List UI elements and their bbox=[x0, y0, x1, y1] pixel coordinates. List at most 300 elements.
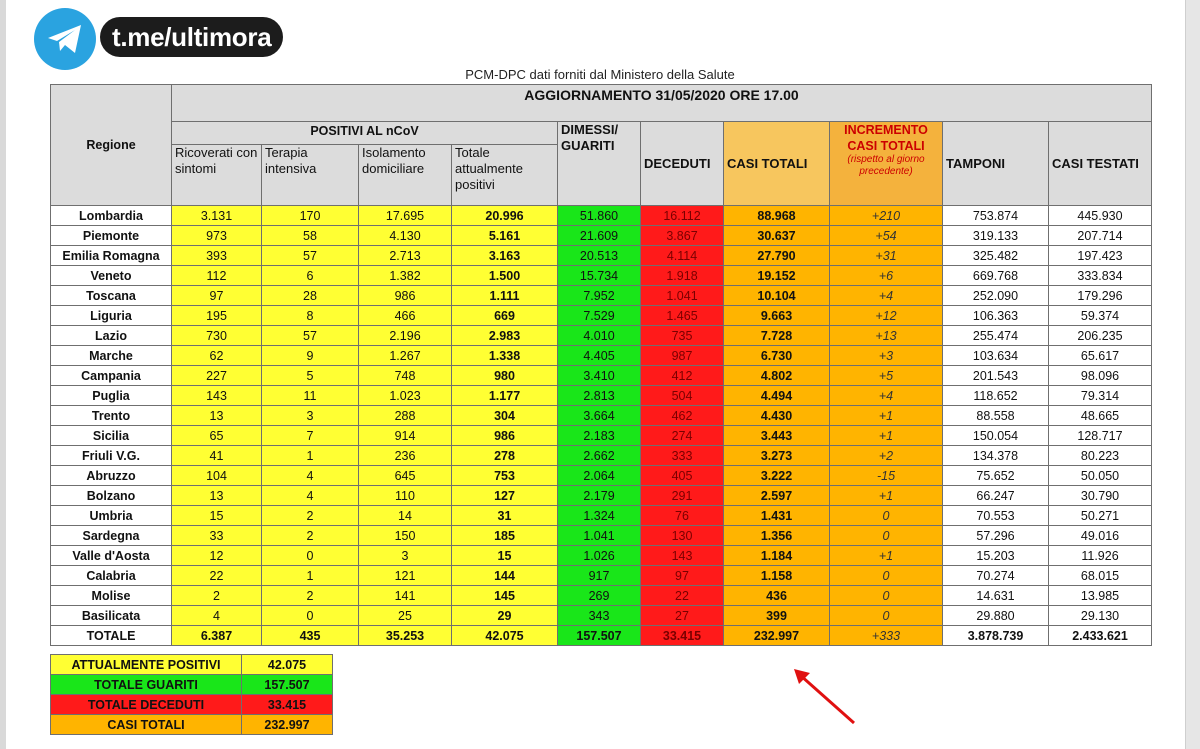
cell-region: Puglia bbox=[51, 386, 172, 406]
cell-dimessi: 2.662 bbox=[558, 446, 641, 466]
cell-casi-totali: 6.730 bbox=[724, 346, 830, 366]
cell-isolamento: 25 bbox=[359, 606, 452, 626]
summary-value: 232.997 bbox=[242, 715, 333, 735]
total-row bbox=[51, 626, 1152, 646]
cell-casi-testati: 30.790 bbox=[1049, 486, 1152, 506]
cell-ricoverati: 104 bbox=[172, 466, 262, 486]
cell-incremento: +1 bbox=[830, 406, 943, 426]
cell-casi-totali: 88.968 bbox=[724, 206, 830, 226]
cell-casi-totali: 30.637 bbox=[724, 226, 830, 246]
cell-totale-positivi: 1.177 bbox=[452, 386, 558, 406]
cell-casi-totali: 4.802 bbox=[724, 366, 830, 386]
cell-ricoverati: 2 bbox=[172, 586, 262, 606]
summary-label: TOTALE DECEDUTI bbox=[51, 695, 242, 715]
cell-terapia: 435 bbox=[262, 626, 359, 646]
cell-ricoverati: 33 bbox=[172, 526, 262, 546]
cell-ricoverati: 15 bbox=[172, 506, 262, 526]
cell-tamponi: 70.274 bbox=[943, 566, 1049, 586]
cell-casi-totali: 3.222 bbox=[724, 466, 830, 486]
cell-casi-totali: 2.597 bbox=[724, 486, 830, 506]
cell-dimessi: 21.609 bbox=[558, 226, 641, 246]
cell-isolamento: 3 bbox=[359, 546, 452, 566]
cell-tamponi: 134.378 bbox=[943, 446, 1049, 466]
table-row bbox=[51, 326, 1152, 346]
cell-terapia: 5 bbox=[262, 366, 359, 386]
cell-incremento: +2 bbox=[830, 446, 943, 466]
header-isolamento: Isolamento domiciliare bbox=[359, 145, 452, 206]
summary-table bbox=[50, 654, 333, 735]
cell-region: Molise bbox=[51, 586, 172, 606]
cell-casi-totali: 399 bbox=[724, 606, 830, 626]
cell-casi-totali: 3.443 bbox=[724, 426, 830, 446]
cell-totale-positivi: 145 bbox=[452, 586, 558, 606]
cell-tamponi: 66.247 bbox=[943, 486, 1049, 506]
cell-isolamento: 466 bbox=[359, 306, 452, 326]
cell-ricoverati: 227 bbox=[172, 366, 262, 386]
cell-tamponi: 3.878.739 bbox=[943, 626, 1049, 646]
cell-casi-testati: 65.617 bbox=[1049, 346, 1152, 366]
table-row bbox=[51, 566, 1152, 586]
cell-casi-totali: 7.728 bbox=[724, 326, 830, 346]
cell-ricoverati: 973 bbox=[172, 226, 262, 246]
cell-totale-positivi: 31 bbox=[452, 506, 558, 526]
cell-isolamento: 986 bbox=[359, 286, 452, 306]
cell-deceduti: 27 bbox=[641, 606, 724, 626]
cell-casi-testati: 79.314 bbox=[1049, 386, 1152, 406]
cell-deceduti: 3.867 bbox=[641, 226, 724, 246]
cell-deceduti: 1.465 bbox=[641, 306, 724, 326]
cell-incremento: +54 bbox=[830, 226, 943, 246]
cell-deceduti: 16.112 bbox=[641, 206, 724, 226]
cell-totale-positivi: 127 bbox=[452, 486, 558, 506]
cell-deceduti: 405 bbox=[641, 466, 724, 486]
cell-casi-testati: 29.130 bbox=[1049, 606, 1152, 626]
table-row bbox=[51, 506, 1152, 526]
cell-isolamento: 1.382 bbox=[359, 266, 452, 286]
cell-ricoverati: 4 bbox=[172, 606, 262, 626]
cell-terapia: 9 bbox=[262, 346, 359, 366]
table-row bbox=[51, 526, 1152, 546]
table-row bbox=[51, 426, 1152, 446]
cell-totale-positivi: 1.111 bbox=[452, 286, 558, 306]
header-ricoverati: Ricoverati con sintomi bbox=[172, 145, 262, 206]
cell-casi-testati: 50.050 bbox=[1049, 466, 1152, 486]
cell-region: Abruzzo bbox=[51, 466, 172, 486]
cell-tamponi: 319.133 bbox=[943, 226, 1049, 246]
cell-incremento: +13 bbox=[830, 326, 943, 346]
cell-casi-testati: 13.985 bbox=[1049, 586, 1152, 606]
table-row bbox=[51, 466, 1152, 486]
cell-deceduti: 97 bbox=[641, 566, 724, 586]
cell-casi-totali: 19.152 bbox=[724, 266, 830, 286]
cell-deceduti: 333 bbox=[641, 446, 724, 466]
cell-casi-testati: 207.714 bbox=[1049, 226, 1152, 246]
cell-casi-totali: 3.273 bbox=[724, 446, 830, 466]
cell-casi-testati: 48.665 bbox=[1049, 406, 1152, 426]
cell-casi-testati: 179.296 bbox=[1049, 286, 1152, 306]
cell-isolamento: 645 bbox=[359, 466, 452, 486]
cell-incremento: 0 bbox=[830, 506, 943, 526]
cell-totale-positivi: 986 bbox=[452, 426, 558, 446]
cell-tamponi: 753.874 bbox=[943, 206, 1049, 226]
cell-terapia: 1 bbox=[262, 566, 359, 586]
table-row bbox=[51, 386, 1152, 406]
table-row bbox=[51, 446, 1152, 466]
cell-incremento: +12 bbox=[830, 306, 943, 326]
cell-deceduti: 1.918 bbox=[641, 266, 724, 286]
header-incremento-label: INCREMENTO CASI TOTALI bbox=[844, 123, 928, 153]
cell-incremento: -15 bbox=[830, 466, 943, 486]
cell-terapia: 8 bbox=[262, 306, 359, 326]
cell-tamponi: 669.768 bbox=[943, 266, 1049, 286]
cell-totale-positivi: 5.161 bbox=[452, 226, 558, 246]
cell-region: Trento bbox=[51, 406, 172, 426]
cell-casi-testati: 98.096 bbox=[1049, 366, 1152, 386]
header-casi-testati: CASI TESTATI bbox=[1049, 122, 1152, 206]
cell-casi-testati: 50.271 bbox=[1049, 506, 1152, 526]
cell-terapia: 57 bbox=[262, 326, 359, 346]
cell-totale-positivi: 1.338 bbox=[452, 346, 558, 366]
cell-totale-positivi: 20.996 bbox=[452, 206, 558, 226]
cell-isolamento: 1.267 bbox=[359, 346, 452, 366]
table-row bbox=[51, 246, 1152, 266]
brand-name: t.me/ultimora bbox=[100, 17, 283, 57]
table-row bbox=[51, 406, 1152, 426]
cell-incremento: +4 bbox=[830, 386, 943, 406]
cell-tamponi: 150.054 bbox=[943, 426, 1049, 446]
cell-dimessi: 7.529 bbox=[558, 306, 641, 326]
summary-value: 33.415 bbox=[242, 695, 333, 715]
cell-deceduti: 291 bbox=[641, 486, 724, 506]
cell-region: Lazio bbox=[51, 326, 172, 346]
header-terapia: Terapia intensiva bbox=[262, 145, 359, 206]
cell-incremento: +6 bbox=[830, 266, 943, 286]
summary-row bbox=[51, 695, 333, 715]
header-positivi: POSITIVI AL nCoV bbox=[172, 122, 558, 145]
cell-totale-positivi: 3.163 bbox=[452, 246, 558, 266]
cell-totale-positivi: 980 bbox=[452, 366, 558, 386]
table-row bbox=[51, 266, 1152, 286]
telegram-icon bbox=[34, 8, 96, 70]
cell-casi-testati: 197.423 bbox=[1049, 246, 1152, 266]
cell-deceduti: 33.415 bbox=[641, 626, 724, 646]
cell-isolamento: 110 bbox=[359, 486, 452, 506]
cell-casi-totali: 4.430 bbox=[724, 406, 830, 426]
cell-deceduti: 1.041 bbox=[641, 286, 724, 306]
cell-casi-totali: 4.494 bbox=[724, 386, 830, 406]
cell-ricoverati: 3.131 bbox=[172, 206, 262, 226]
cell-totale-positivi: 304 bbox=[452, 406, 558, 426]
cell-tamponi: 57.296 bbox=[943, 526, 1049, 546]
cell-casi-totali: 9.663 bbox=[724, 306, 830, 326]
table-row bbox=[51, 306, 1152, 326]
cell-ricoverati: 13 bbox=[172, 486, 262, 506]
summary-label: CASI TOTALI bbox=[51, 715, 242, 735]
cell-deceduti: 76 bbox=[641, 506, 724, 526]
cell-ricoverati: 112 bbox=[172, 266, 262, 286]
scrollbar-track[interactable] bbox=[1185, 0, 1200, 749]
cell-region: Calabria bbox=[51, 566, 172, 586]
cell-totale-positivi: 185 bbox=[452, 526, 558, 546]
summary-label: TOTALE GUARITI bbox=[51, 675, 242, 695]
cell-incremento: +1 bbox=[830, 546, 943, 566]
cell-casi-testati: 2.433.621 bbox=[1049, 626, 1152, 646]
cell-totale-positivi: 2.983 bbox=[452, 326, 558, 346]
cell-casi-testati: 59.374 bbox=[1049, 306, 1152, 326]
cell-terapia: 28 bbox=[262, 286, 359, 306]
table-row bbox=[51, 546, 1152, 566]
cell-dimessi: 4.405 bbox=[558, 346, 641, 366]
header-dimessi: DIMESSI/ GUARITI bbox=[558, 122, 641, 206]
cell-incremento: +1 bbox=[830, 486, 943, 506]
cell-region: Friuli V.G. bbox=[51, 446, 172, 466]
cell-dimessi: 20.513 bbox=[558, 246, 641, 266]
cell-terapia: 4 bbox=[262, 486, 359, 506]
cell-casi-totali: 1.158 bbox=[724, 566, 830, 586]
table-row bbox=[51, 286, 1152, 306]
cell-terapia: 3 bbox=[262, 406, 359, 426]
cell-tamponi: 103.634 bbox=[943, 346, 1049, 366]
cell-dimessi: 1.324 bbox=[558, 506, 641, 526]
cell-casi-testati: 445.930 bbox=[1049, 206, 1152, 226]
cell-tamponi: 14.631 bbox=[943, 586, 1049, 606]
cell-casi-testati: 11.926 bbox=[1049, 546, 1152, 566]
cell-region: Umbria bbox=[51, 506, 172, 526]
summary-row bbox=[51, 675, 333, 695]
cell-terapia: 2 bbox=[262, 526, 359, 546]
cell-totale-positivi: 669 bbox=[452, 306, 558, 326]
cell-terapia: 58 bbox=[262, 226, 359, 246]
cell-ricoverati: 393 bbox=[172, 246, 262, 266]
cell-ricoverati: 730 bbox=[172, 326, 262, 346]
cell-terapia: 0 bbox=[262, 606, 359, 626]
cell-dimessi: 1.026 bbox=[558, 546, 641, 566]
cell-tamponi: 252.090 bbox=[943, 286, 1049, 306]
cell-isolamento: 150 bbox=[359, 526, 452, 546]
cell-region: Bolzano bbox=[51, 486, 172, 506]
cell-terapia: 2 bbox=[262, 586, 359, 606]
cell-casi-testati: 49.016 bbox=[1049, 526, 1152, 546]
table-row bbox=[51, 606, 1152, 626]
cell-ricoverati: 6.387 bbox=[172, 626, 262, 646]
table-row bbox=[51, 486, 1152, 506]
cell-dimessi: 2.183 bbox=[558, 426, 641, 446]
cell-deceduti: 462 bbox=[641, 406, 724, 426]
cell-casi-totali: 1.431 bbox=[724, 506, 830, 526]
cell-isolamento: 1.023 bbox=[359, 386, 452, 406]
cell-totale-positivi: 15 bbox=[452, 546, 558, 566]
cell-region: Basilicata bbox=[51, 606, 172, 626]
cell-ricoverati: 143 bbox=[172, 386, 262, 406]
cell-incremento: 0 bbox=[830, 606, 943, 626]
cell-totale-positivi: 753 bbox=[452, 466, 558, 486]
cell-isolamento: 748 bbox=[359, 366, 452, 386]
cell-terapia: 11 bbox=[262, 386, 359, 406]
source-caption: PCM-DPC dati forniti dal Ministero della Salute bbox=[465, 67, 735, 82]
cell-incremento: 0 bbox=[830, 526, 943, 546]
cell-dimessi: 3.664 bbox=[558, 406, 641, 426]
cell-incremento: +5 bbox=[830, 366, 943, 386]
cell-deceduti: 504 bbox=[641, 386, 724, 406]
cell-tamponi: 29.880 bbox=[943, 606, 1049, 626]
header-casi-totali: CASI TOTALI bbox=[724, 122, 830, 206]
cell-isolamento: 141 bbox=[359, 586, 452, 606]
cell-dimessi: 7.952 bbox=[558, 286, 641, 306]
cell-region: Marche bbox=[51, 346, 172, 366]
header-incremento-note: (rispetto al giorno precedente) bbox=[847, 154, 925, 177]
header-incremento bbox=[830, 122, 943, 206]
cell-terapia: 7 bbox=[262, 426, 359, 446]
cell-dimessi: 269 bbox=[558, 586, 641, 606]
cell-tamponi: 106.363 bbox=[943, 306, 1049, 326]
cell-region: Veneto bbox=[51, 266, 172, 286]
cell-incremento: +333 bbox=[830, 626, 943, 646]
cell-deceduti: 4.114 bbox=[641, 246, 724, 266]
update-title: AGGIORNAMENTO 31/05/2020 ORE 17.00 bbox=[172, 85, 1152, 122]
cell-isolamento: 914 bbox=[359, 426, 452, 446]
cell-region: Sicilia bbox=[51, 426, 172, 446]
cell-tamponi: 88.558 bbox=[943, 406, 1049, 426]
cell-incremento: +210 bbox=[830, 206, 943, 226]
cell-dimessi: 15.734 bbox=[558, 266, 641, 286]
cell-casi-totali: 27.790 bbox=[724, 246, 830, 266]
cell-dimessi: 343 bbox=[558, 606, 641, 626]
cell-isolamento: 14 bbox=[359, 506, 452, 526]
cell-dimessi: 1.041 bbox=[558, 526, 641, 546]
cell-terapia: 0 bbox=[262, 546, 359, 566]
summary-label: ATTUALMENTE POSITIVI bbox=[51, 655, 242, 675]
header-totale-positivi: Totale attualmente positivi bbox=[452, 145, 558, 206]
cell-terapia: 170 bbox=[262, 206, 359, 226]
cell-ricoverati: 41 bbox=[172, 446, 262, 466]
cell-dimessi: 157.507 bbox=[558, 626, 641, 646]
cell-region: Sardegna bbox=[51, 526, 172, 546]
header-tamponi: TAMPONI bbox=[943, 122, 1049, 206]
cell-casi-testati: 80.223 bbox=[1049, 446, 1152, 466]
cell-isolamento: 2.196 bbox=[359, 326, 452, 346]
cell-totale-positivi: 42.075 bbox=[452, 626, 558, 646]
cell-region: Valle d'Aosta bbox=[51, 546, 172, 566]
cell-incremento: +4 bbox=[830, 286, 943, 306]
cell-deceduti: 412 bbox=[641, 366, 724, 386]
cell-ricoverati: 62 bbox=[172, 346, 262, 366]
table-row bbox=[51, 586, 1152, 606]
summary-row bbox=[51, 655, 333, 675]
cell-casi-testati: 128.717 bbox=[1049, 426, 1152, 446]
cell-terapia: 6 bbox=[262, 266, 359, 286]
cell-ricoverati: 12 bbox=[172, 546, 262, 566]
cell-casi-testati: 68.015 bbox=[1049, 566, 1152, 586]
cell-isolamento: 121 bbox=[359, 566, 452, 586]
cell-isolamento: 35.253 bbox=[359, 626, 452, 646]
cell-incremento: 0 bbox=[830, 566, 943, 586]
cell-incremento: +31 bbox=[830, 246, 943, 266]
cell-deceduti: 735 bbox=[641, 326, 724, 346]
cell-dimessi: 2.179 bbox=[558, 486, 641, 506]
cell-region: Piemonte bbox=[51, 226, 172, 246]
cell-region: TOTALE bbox=[51, 626, 172, 646]
cell-terapia: 1 bbox=[262, 446, 359, 466]
cell-deceduti: 130 bbox=[641, 526, 724, 546]
cell-casi-testati: 206.235 bbox=[1049, 326, 1152, 346]
cell-ricoverati: 65 bbox=[172, 426, 262, 446]
cell-isolamento: 288 bbox=[359, 406, 452, 426]
table-row bbox=[51, 366, 1152, 386]
cell-incremento: 0 bbox=[830, 586, 943, 606]
cell-tamponi: 201.543 bbox=[943, 366, 1049, 386]
cell-dimessi: 4.010 bbox=[558, 326, 641, 346]
cell-casi-totali: 1.356 bbox=[724, 526, 830, 546]
cell-ricoverati: 13 bbox=[172, 406, 262, 426]
cell-casi-testati: 333.834 bbox=[1049, 266, 1152, 286]
cell-terapia: 57 bbox=[262, 246, 359, 266]
cell-terapia: 2 bbox=[262, 506, 359, 526]
cell-dimessi: 51.860 bbox=[558, 206, 641, 226]
cell-totale-positivi: 29 bbox=[452, 606, 558, 626]
cell-incremento: +1 bbox=[830, 426, 943, 446]
cell-tamponi: 325.482 bbox=[943, 246, 1049, 266]
cell-isolamento: 236 bbox=[359, 446, 452, 466]
cell-ricoverati: 22 bbox=[172, 566, 262, 586]
cell-region: Toscana bbox=[51, 286, 172, 306]
brand-logo[interactable] bbox=[34, 6, 294, 66]
cell-deceduti: 987 bbox=[641, 346, 724, 366]
summary-value: 157.507 bbox=[242, 675, 333, 695]
covid-regions-table bbox=[50, 84, 1152, 646]
cell-deceduti: 274 bbox=[641, 426, 724, 446]
cell-tamponi: 118.652 bbox=[943, 386, 1049, 406]
cell-totale-positivi: 1.500 bbox=[452, 266, 558, 286]
left-border bbox=[0, 0, 6, 749]
cell-ricoverati: 195 bbox=[172, 306, 262, 326]
cell-region: Liguria bbox=[51, 306, 172, 326]
cell-ricoverati: 97 bbox=[172, 286, 262, 306]
cell-dimessi: 917 bbox=[558, 566, 641, 586]
table-row bbox=[51, 346, 1152, 366]
cell-isolamento: 17.695 bbox=[359, 206, 452, 226]
cell-casi-totali: 232.997 bbox=[724, 626, 830, 646]
red-arrow-icon bbox=[790, 665, 860, 729]
cell-dimessi: 2.064 bbox=[558, 466, 641, 486]
table-row bbox=[51, 226, 1152, 246]
cell-region: Lombardia bbox=[51, 206, 172, 226]
cell-casi-totali: 436 bbox=[724, 586, 830, 606]
cell-deceduti: 143 bbox=[641, 546, 724, 566]
cell-casi-totali: 10.104 bbox=[724, 286, 830, 306]
cell-region: Emilia Romagna bbox=[51, 246, 172, 266]
cell-region: Campania bbox=[51, 366, 172, 386]
cell-dimessi: 2.813 bbox=[558, 386, 641, 406]
summary-row bbox=[51, 715, 333, 735]
summary-value: 42.075 bbox=[242, 655, 333, 675]
table-row bbox=[51, 206, 1152, 226]
cell-isolamento: 4.130 bbox=[359, 226, 452, 246]
cell-incremento: +3 bbox=[830, 346, 943, 366]
header-deceduti: DECEDUTI bbox=[641, 122, 724, 206]
cell-deceduti: 22 bbox=[641, 586, 724, 606]
cell-tamponi: 255.474 bbox=[943, 326, 1049, 346]
cell-tamponi: 75.652 bbox=[943, 466, 1049, 486]
cell-tamponi: 15.203 bbox=[943, 546, 1049, 566]
cell-isolamento: 2.713 bbox=[359, 246, 452, 266]
cell-terapia: 4 bbox=[262, 466, 359, 486]
cell-casi-totali: 1.184 bbox=[724, 546, 830, 566]
cell-totale-positivi: 278 bbox=[452, 446, 558, 466]
cell-dimessi: 3.410 bbox=[558, 366, 641, 386]
header-region: Regione bbox=[51, 85, 172, 206]
cell-tamponi: 70.553 bbox=[943, 506, 1049, 526]
cell-totale-positivi: 144 bbox=[452, 566, 558, 586]
